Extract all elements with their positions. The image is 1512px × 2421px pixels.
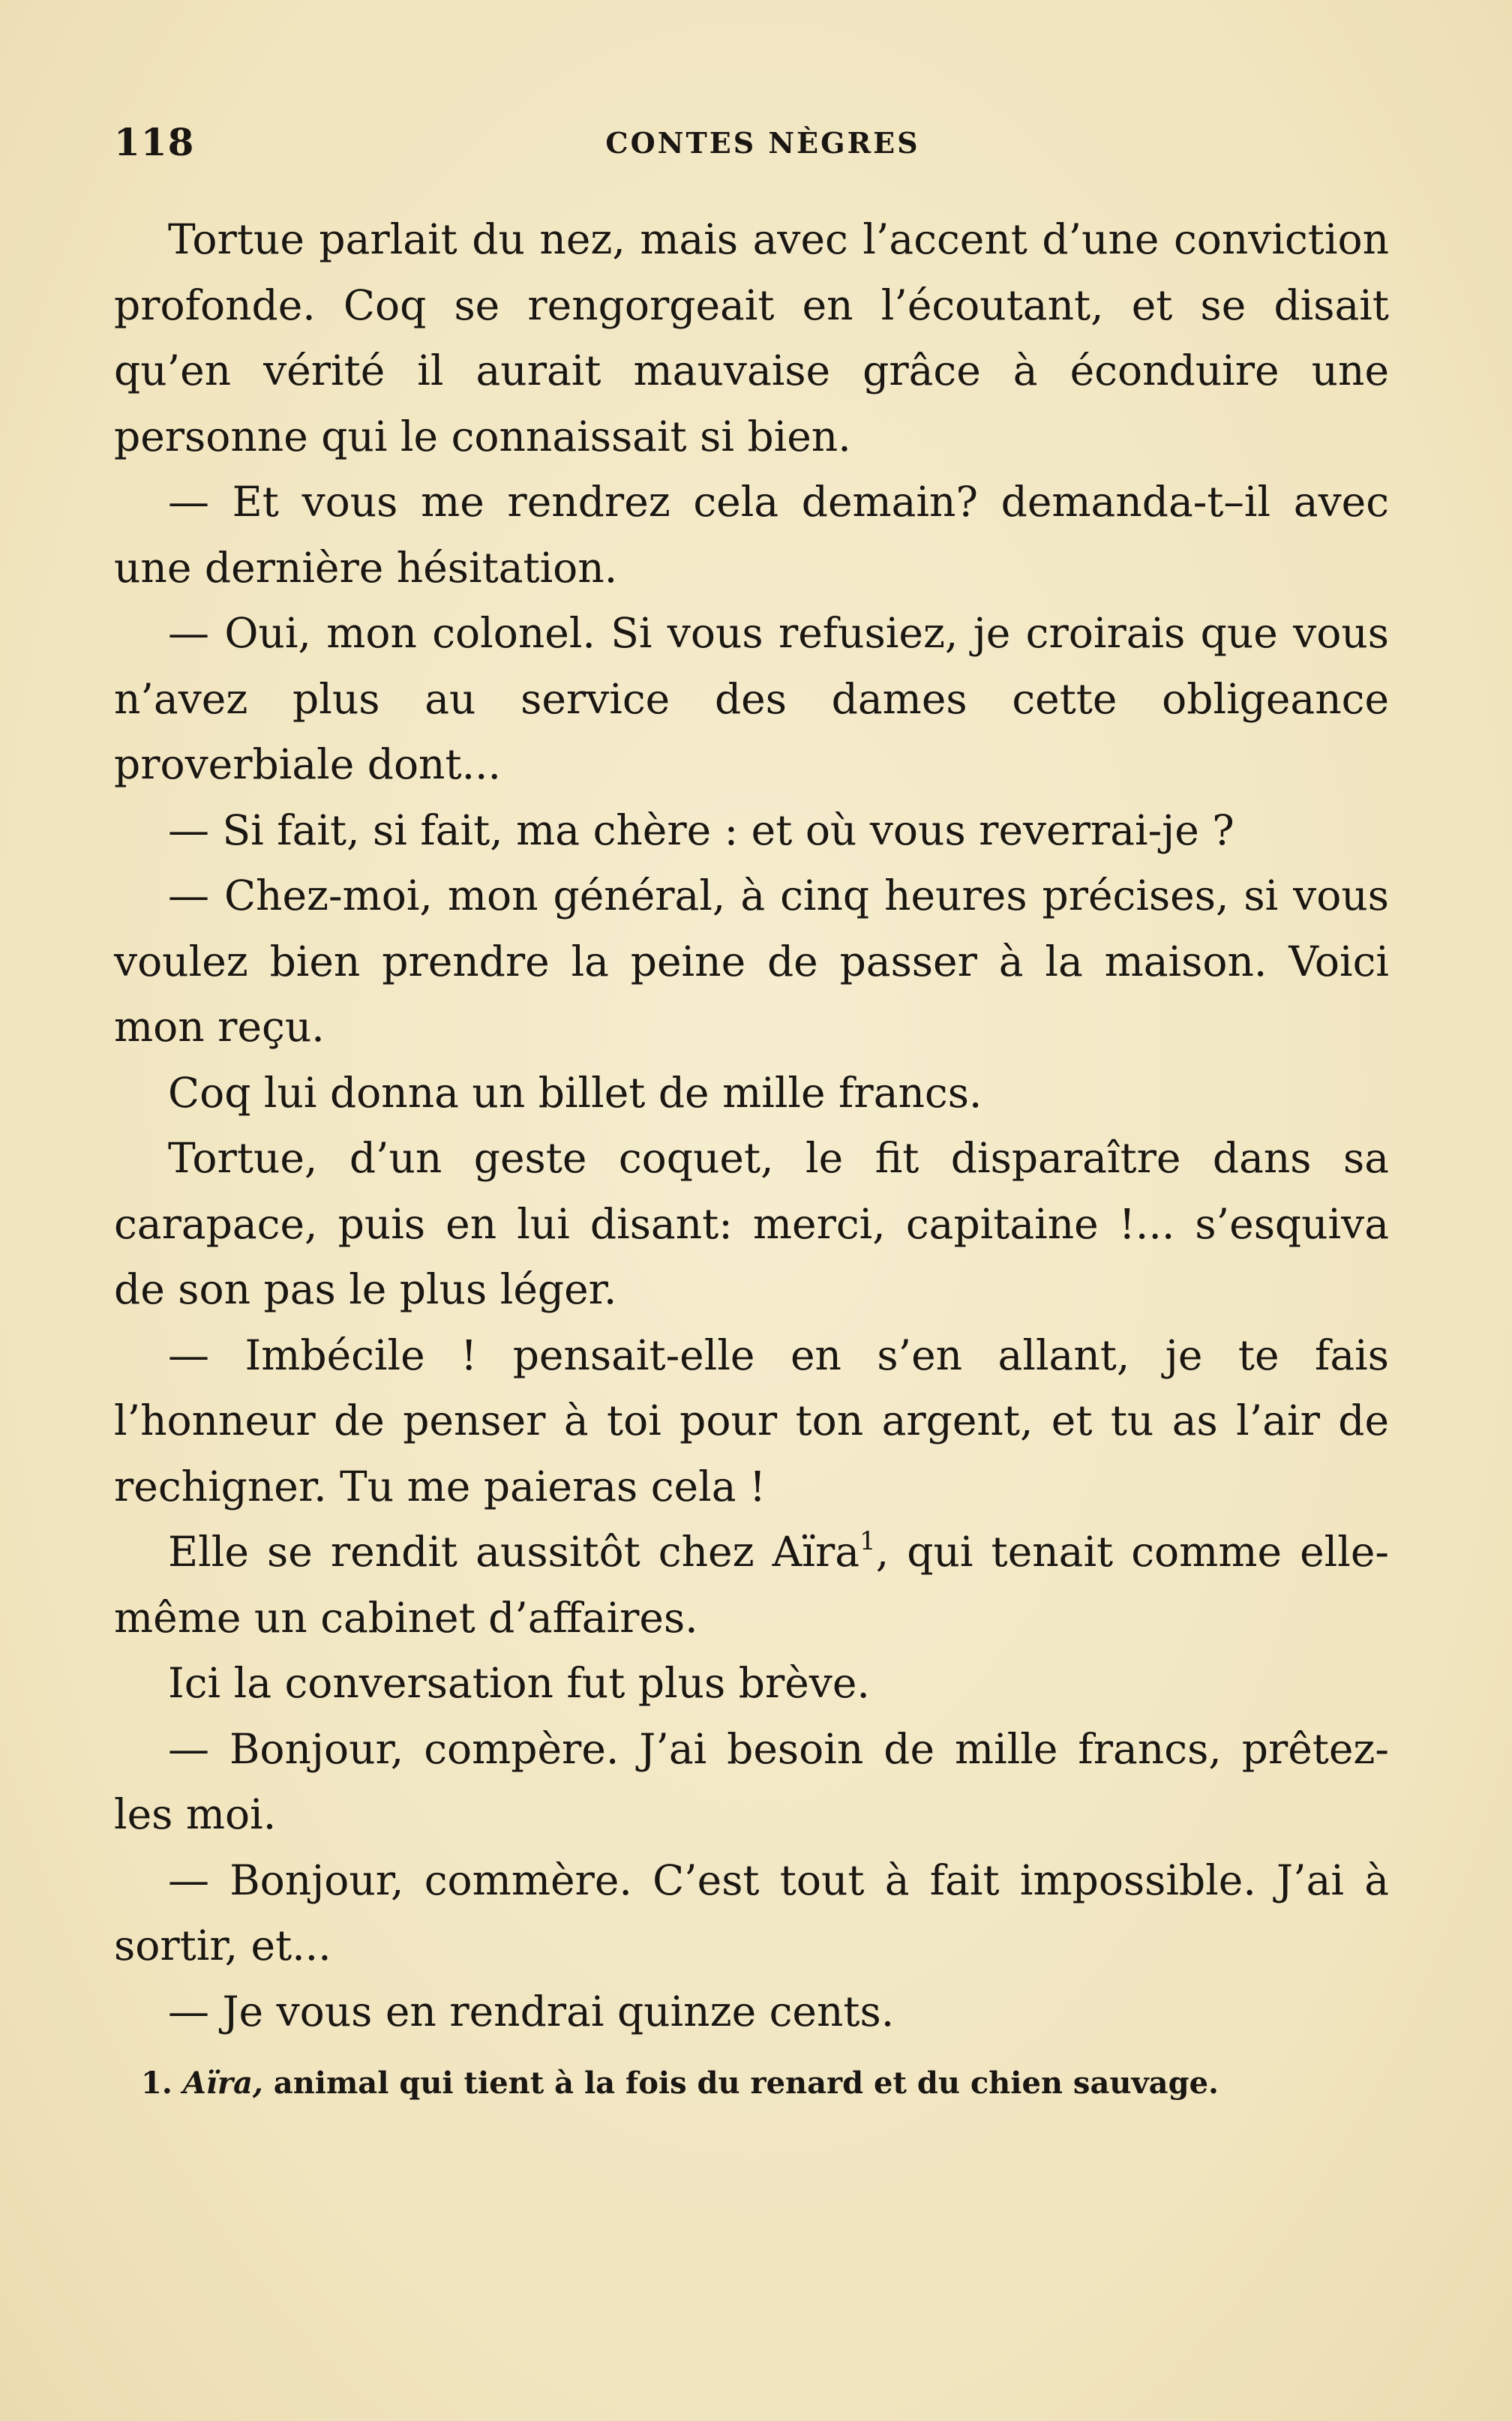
paragraph: — Chez-moi, mon général, à cinq heures précises, si vous voulez bien prendre la peine de passer à la maison. Voici mon reçu. bbox=[114, 872, 1389, 1051]
paragraph: Tortue parlait du nez, mais avec l’accent d’une conviction profonde. Coq se rengorgeait en l’écoutant, et se disait qu’en vérité il aurait mauvaise grâce à éconduire une personne qui le connaissait si bien. bbox=[114, 215, 1389, 460]
aira-text-before: Elle se rendit aussitôt chez Aïra bbox=[168, 1528, 860, 1576]
footnote-number: 1. bbox=[141, 2066, 172, 2101]
aira-text-after: , qui tenait comme elle-même un cabinet d’affaires. bbox=[114, 1528, 1389, 1642]
footnote-term: Aïra, bbox=[182, 2066, 263, 2101]
paragraph: Ici la conversation fut plus brève. bbox=[168, 1659, 870, 1707]
paragraph: — Je vous en rendrai quinze cents. bbox=[168, 1987, 895, 2036]
paragraph: — Si fait, si fait, ma chère : et où vous reverrai-je ? bbox=[168, 806, 1234, 854]
paragraph: Tortue, d’un geste coquet, le fit disparaître dans sa carapace, puis en lui disant: merci, capitaine !... s’esquiva de son pas le plus léger. bbox=[114, 1134, 1389, 1313]
footnote bbox=[141, 2061, 1386, 2106]
footnote-text: animal qui tient à la fois du renard et du chien sauvage. bbox=[262, 2066, 1219, 2101]
footnote-reference[interactable]: 1 bbox=[860, 1526, 876, 1556]
page-number: 118 bbox=[114, 120, 195, 164]
running-head bbox=[114, 120, 1389, 165]
paragraph-aira bbox=[114, 1520, 1389, 1651]
paragraph: — Bonjour, compère. J’ai besoin de mille francs, prêtez-les moi. bbox=[114, 1724, 1389, 1838]
body-text bbox=[114, 207, 1389, 2044]
paragraph: — Et vous me rendrez cela demain? demanda-t–il avec une dernière hésitation. bbox=[114, 478, 1389, 592]
paragraph: Coq lui donna un billet de mille francs. bbox=[168, 1068, 982, 1117]
paragraph: — Bonjour, commère. C’est tout à fait impossible. J’ai à sortir, et... bbox=[114, 1856, 1389, 1970]
paragraph: — Imbécile ! pensait-elle en s’en allant, je te fais l’honneur de penser à toi pour ton argent, et tu as l’air de rechigner. Tu me paieras cela ! bbox=[114, 1330, 1389, 1510]
running-title: CONTES NÈGRES bbox=[605, 126, 920, 160]
paragraph: — Oui, mon colonel. Si vous refusiez, je croirais que vous n’avez plus au service des dames cette obligeance proverbiale dont... bbox=[114, 609, 1389, 788]
